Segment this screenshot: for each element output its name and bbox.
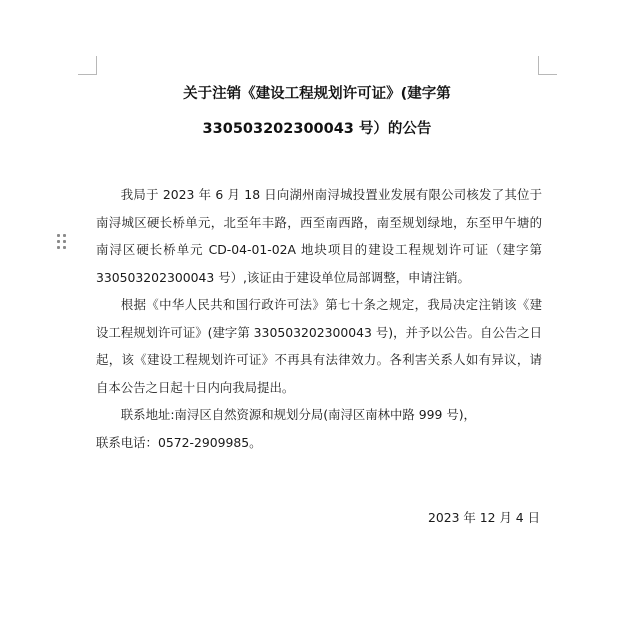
document-title-line-1: 关于注销《建设工程规划许可证》(建字第: [183, 86, 451, 102]
paragraph-contact-address: 联系地址:南浔区自然资源和规划分局(南浔区南林中路 999 号)，: [120, 407, 476, 422]
paragraph-contact-phone: 联系电话：0572-2909985。: [96, 434, 262, 450]
paragraph-issuance: 我局于 2023 年 6 月 18 日向湖州南浔城投置业发展有限公司核发了其位于南浔城区硬长桥单元，北至年丰路，西至南西路，南至规划绿地，东至甲午塘的南浔区硬长桥单元 CD-04-01-02A 地块项目的建设工程规划许可证（建字第 330503202300043 号）,该证由于建设单位局部调整，申请注销。: [96, 187, 542, 285]
document-date: 2023 年 12 月 4 日: [427, 510, 540, 525]
drag-handle-icon[interactable]: [57, 234, 67, 250]
page-corner-mark-top-right: [538, 56, 557, 75]
page-corner-mark-top-left: [78, 56, 97, 75]
document-title-line-2: 330503202300043 号）的公告: [202, 121, 432, 137]
paragraph-revocation: 根据《中华人民共和国行政许可法》第七十条之规定，我局决定注销该《建设工程规划许可证》(建字第 330503202300043 号)，并予以公告。自公告之日起，该《建设工程规划许可证》不再具有法律效力。各利害关系人如有异议，请自本公告之日起十日内向我局提出。: [96, 297, 542, 395]
document-body: [96, 181, 542, 456]
